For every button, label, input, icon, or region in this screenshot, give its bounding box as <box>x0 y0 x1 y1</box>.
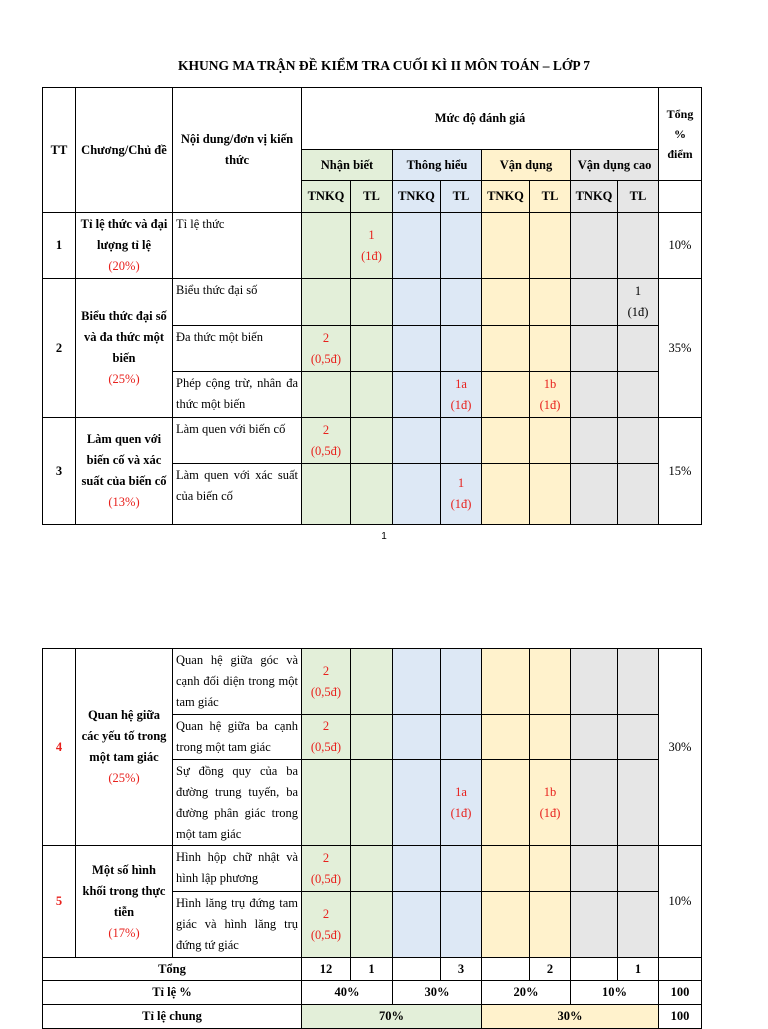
row-3-nb-tnkq: 2 (0,5đ) <box>302 418 351 464</box>
row-2-th-tl: 1a (1đ) <box>441 372 482 418</box>
row-1-nb-tl: 1 (1đ) <box>351 213 393 279</box>
row-4-content-1: Quan hệ giữa góc và cạnh đối diện trong một tam giác <box>173 649 302 715</box>
row-4-tt: 4 <box>43 649 76 846</box>
row-3-total: 15% <box>659 418 702 525</box>
ratio-nb: 40% <box>302 981 393 1005</box>
row-2-nb-tnkq: 2 (0,5đ) <box>302 326 351 372</box>
row-4-1-nb-tnkq: 2 (0,5đ) <box>302 649 351 715</box>
common-ratio-2: 30% <box>482 1005 659 1029</box>
row-3-tt: 3 <box>43 418 76 525</box>
header-content: Nội dung/đơn vị kiến thức <box>173 88 302 213</box>
row-1-total: 10% <box>659 213 702 279</box>
totals-nb-tl: 1 <box>351 958 393 981</box>
row-1-tt: 1 <box>43 213 76 279</box>
matrix-table-page-1 <box>42 87 702 525</box>
ratio-vd: 20% <box>482 981 571 1005</box>
totals-vdc-tl: 1 <box>618 958 659 981</box>
page-number: 1 <box>381 531 387 542</box>
row-4-2-nb-tnkq: 2 (0,5đ) <box>302 715 351 760</box>
row-5-content-2: Hình lăng trụ đứng tam giác và hình lăng trụ đứng tứ giác <box>173 892 302 958</box>
row-5-content-1: Hình hộp chữ nhật và hình lập phương <box>173 846 302 892</box>
ratio-total: 100 <box>659 981 702 1005</box>
row-2-content-3: Phép cộng trừ, nhân đa thức một biến <box>173 372 302 418</box>
common-label: Tỉ lệ chung <box>43 1005 302 1029</box>
row-2-content-1: Biểu thức đại số <box>173 279 302 326</box>
row-1-content-1: Tỉ lệ thức <box>173 213 302 279</box>
ratio-label: Tỉ lệ % <box>43 981 302 1005</box>
row-2-vdc-tl: 1 (1đ) <box>618 279 659 326</box>
totals-label: Tổng <box>43 958 302 981</box>
header-level-nhan-biet: Nhận biết <box>302 150 393 181</box>
common-total: 100 <box>659 1005 702 1029</box>
row-4-total: 30% <box>659 649 702 846</box>
ratio-vdc: 10% <box>571 981 659 1005</box>
header-level-van-dung-cao: Vận dụng cao <box>571 150 659 181</box>
header-vdc-tl: TL <box>618 181 659 213</box>
ratio-th: 30% <box>393 981 482 1005</box>
row-4-chapter: Quan hệ giữa các yếu tố trong một tam giác (25%) <box>76 649 173 846</box>
row-2-vd-tl: 1b (1đ) <box>530 372 571 418</box>
totals-nb-tnkq: 12 <box>302 958 351 981</box>
row-5-total: 10% <box>659 846 702 958</box>
row-3-content-1: Làm quen với biến cố <box>173 418 302 464</box>
header-th-tnkq: TNKQ <box>393 181 441 213</box>
header-total-pct: Tổng % điểm <box>659 88 702 181</box>
header-vd-tl: TL <box>530 181 571 213</box>
row-5-tt: 5 <box>43 846 76 958</box>
row-5-chapter: Một số hình khối trong thực tiễn (17%) <box>76 846 173 958</box>
matrix-table-page-2 <box>42 648 702 1029</box>
common-ratio-1: 70% <box>302 1005 482 1029</box>
row-3-content-2: Làm quen với xác suất của biến cố <box>173 464 302 525</box>
header-level-thong-hieu: Thông hiểu <box>393 150 482 181</box>
header-nb-tl: TL <box>351 181 393 213</box>
row-4-content-3: Sự đồng quy của ba đường trung tuyến, ba đường phân giác trong một tam giác <box>173 760 302 846</box>
totals-vd-tl: 2 <box>530 958 571 981</box>
row-4-th-tl: 1a (1đ) <box>441 760 482 846</box>
row-4-content-2: Quan hệ giữa ba cạnh trong một tam giác <box>173 715 302 760</box>
header-tt: TT <box>43 88 76 213</box>
row-2-total: 35% <box>659 279 702 418</box>
row-2-content-2: Đa thức một biến <box>173 326 302 372</box>
row-1-chapter: Tỉ lệ thức và đại lượng tỉ lệ (20%) <box>76 213 173 279</box>
header-total-blank <box>659 181 702 213</box>
header-level-van-dung: Vận dụng <box>482 150 571 181</box>
row-3-chapter: Làm quen với biến cố và xác suất của biến cố (13%) <box>76 418 173 525</box>
header-th-tl: TL <box>441 181 482 213</box>
row-5-1-nb-tnkq: 2 (0,5đ) <box>302 846 351 892</box>
row-2-chapter: Biểu thức đại số và đa thức một biến (25%) <box>76 279 173 418</box>
row-3-th-tl: 1 (1đ) <box>441 464 482 525</box>
row-2-tt: 2 <box>43 279 76 418</box>
row-5-2-nb-tnkq: 2 (0,5đ) <box>302 892 351 958</box>
document-title: KHUNG MA TRẬN ĐỀ KIỂM TRA CUỐI KÌ II MÔN TOÁN – LỚP 7 <box>178 58 590 73</box>
header-level: Mức độ đánh giá <box>302 88 659 150</box>
totals-th-tl: 3 <box>441 958 482 981</box>
header-vdc-tnkq: TNKQ <box>571 181 618 213</box>
header-vd-tnkq: TNKQ <box>482 181 530 213</box>
header-chapter: Chương/Chủ đề <box>76 88 173 213</box>
header-nb-tnkq: TNKQ <box>302 181 351 213</box>
row-4-vd-tl: 1b (1đ) <box>530 760 571 846</box>
